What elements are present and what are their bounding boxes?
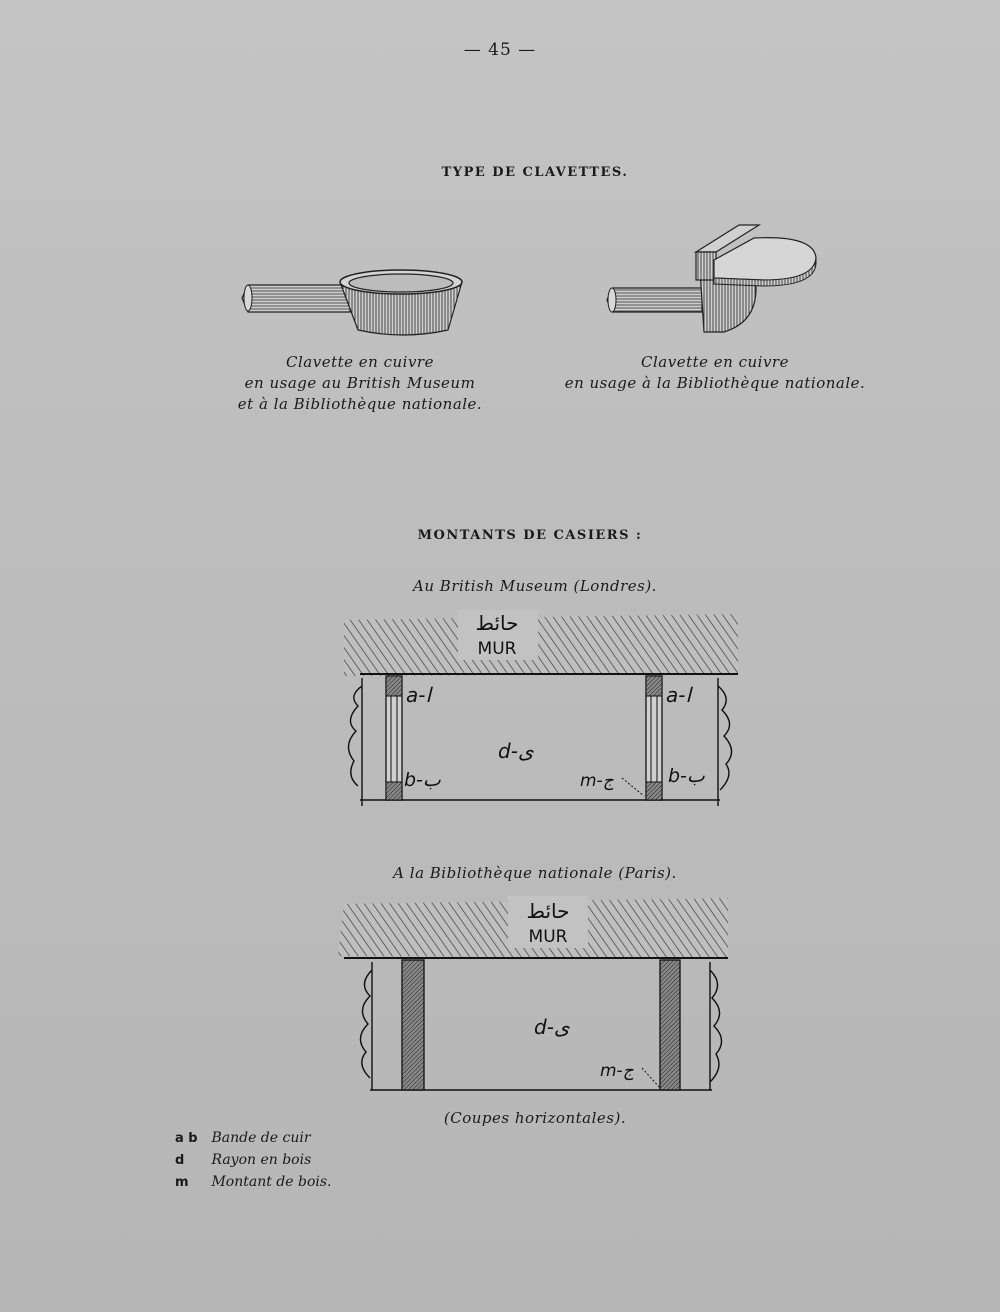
legend-key: m xyxy=(175,1175,189,1190)
diagram-bibliotheque-nationale xyxy=(330,892,740,1100)
caption-right-line1: Clavette en cuivre xyxy=(641,353,789,371)
caption-right-line2: en usage à la Bibliothèque nationale. xyxy=(564,374,866,392)
diagram2-wall-label: MUR xyxy=(528,927,568,947)
footer-caption: (Coupes horizontales). xyxy=(443,1109,627,1127)
caption-left-line2: en usage au British Museum xyxy=(244,374,476,392)
diagram1-label-b-left: b-ب xyxy=(404,769,441,791)
legend-value: Montant de bois. xyxy=(211,1174,332,1190)
diagram1-label-a-left: a-ا xyxy=(406,683,432,707)
diagram1-label-b-right: b-ب xyxy=(668,765,705,787)
diagram2-caption: A la Bibliothèque nationale (Paris). xyxy=(393,864,677,882)
section-title-montants: MONTANTS DE CASIERS : xyxy=(417,528,643,543)
diagram1-label-a-right: a-ا xyxy=(666,683,692,707)
clavette-flat-illustration xyxy=(604,220,824,340)
section-title-clavettes: TYPE DE CLAVETTES. xyxy=(441,165,629,180)
caption-left-line1: Clavette en cuivre xyxy=(286,353,434,371)
caption-left xyxy=(210,352,510,415)
diagram2-label-d: d-ى xyxy=(534,1015,570,1039)
legend-row xyxy=(175,1152,332,1174)
diagram1-label-d: d-ى xyxy=(498,739,534,763)
clavette-ring-illustration xyxy=(240,260,470,340)
legend-key: a b xyxy=(175,1131,198,1146)
legend-row xyxy=(175,1130,332,1152)
diagram1-wall-label: MUR xyxy=(477,639,517,659)
legend xyxy=(175,1130,332,1196)
legend-value: Bande de cuir xyxy=(211,1130,311,1146)
diagram1-wall-arabic: حائط xyxy=(475,611,519,635)
caption-left-line3: et à la Bibliothèque nationale. xyxy=(237,395,483,413)
diagram2-wall-arabic: حائط xyxy=(526,899,570,923)
diagram2-label-m: m-ج xyxy=(600,1061,634,1081)
diagram1-caption: Au British Museum (Londres). xyxy=(413,577,657,595)
legend-value: Rayon en bois xyxy=(211,1152,312,1168)
page-number: — 45 — xyxy=(463,40,537,60)
legend-row xyxy=(175,1174,332,1196)
legend-key: d xyxy=(175,1153,185,1168)
caption-right xyxy=(550,352,880,394)
diagram1-label-m: m-ج xyxy=(580,771,614,791)
diagram-british-museum xyxy=(340,606,740,812)
